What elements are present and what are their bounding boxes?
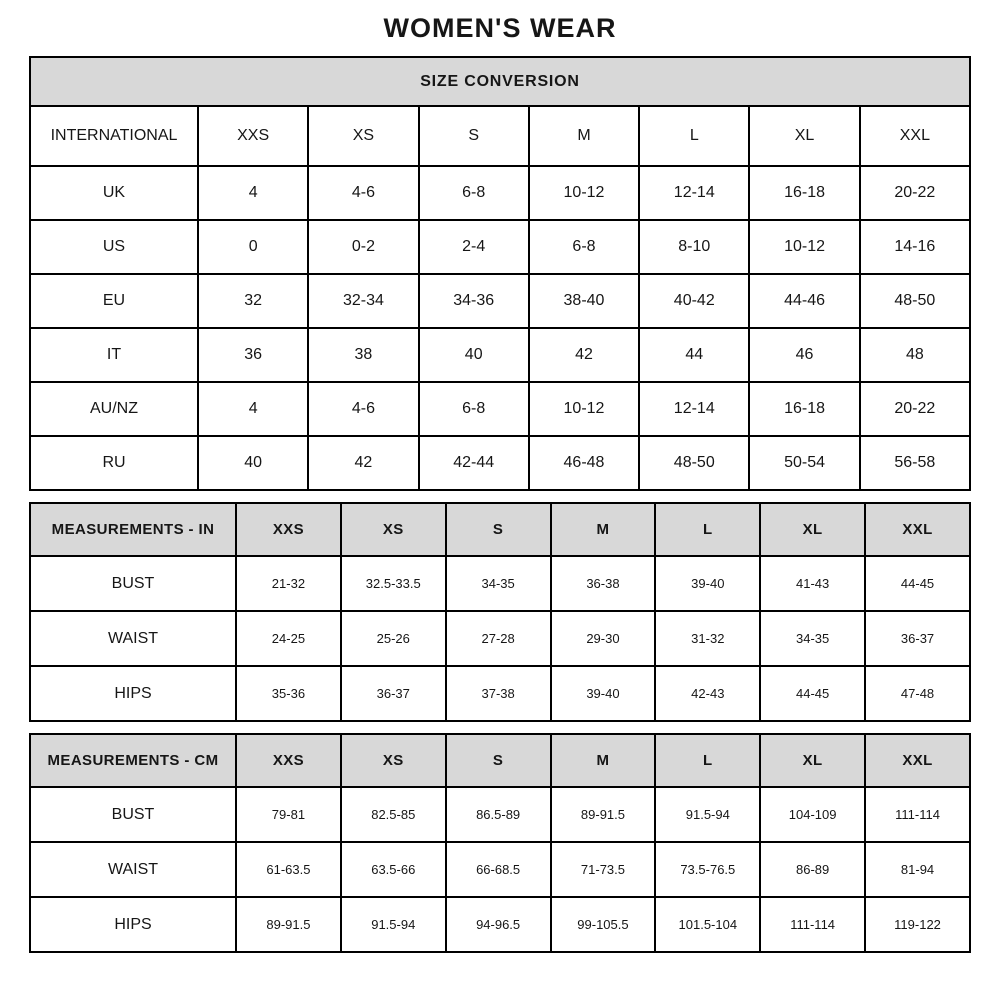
size-cell: 48-50: [639, 436, 749, 490]
measure-cell: 24-25: [236, 611, 341, 666]
size-cell: 10-12: [529, 166, 639, 220]
table-caption: SIZE CONVERSION: [30, 57, 970, 106]
row-label: WAIST: [30, 611, 236, 666]
measure-cell: 47-48: [865, 666, 970, 721]
measure-cell: 25-26: [341, 611, 446, 666]
row-label: RU: [30, 436, 198, 490]
size-cell: 42: [308, 436, 418, 490]
size-cell: XL: [749, 106, 859, 166]
column-header: S: [446, 734, 551, 787]
size-cell: 12-14: [639, 166, 749, 220]
measure-cell: 81-94: [865, 842, 970, 897]
size-cell: 20-22: [860, 166, 970, 220]
measure-cell: 86.5-89: [446, 787, 551, 842]
table-caption: MEASUREMENTS - CM: [30, 734, 236, 787]
measure-cell: 61-63.5: [236, 842, 341, 897]
size-cell: 46: [749, 328, 859, 382]
column-header: M: [551, 503, 656, 556]
column-header: XS: [341, 734, 446, 787]
size-cell: 40: [419, 328, 529, 382]
row-label: WAIST: [30, 842, 236, 897]
measure-cell: 91.5-94: [341, 897, 446, 952]
measure-cell: 44-45: [760, 666, 865, 721]
table-gap: [0, 722, 1000, 733]
measure-cell: 63.5-66: [341, 842, 446, 897]
size-cell: 40: [198, 436, 308, 490]
row-label: US: [30, 220, 198, 274]
size-cell: XS: [308, 106, 418, 166]
measure-cell: 82.5-85: [341, 787, 446, 842]
page-title: WOMEN'S WEAR: [383, 13, 617, 43]
size-cell: 16-18: [749, 166, 859, 220]
size-cell: 40-42: [639, 274, 749, 328]
measure-cell: 89-91.5: [236, 897, 341, 952]
size-cell: 6-8: [419, 382, 529, 436]
measure-cell: 89-91.5: [551, 787, 656, 842]
size-cell: 10-12: [749, 220, 859, 274]
size-cell: 50-54: [749, 436, 859, 490]
size-cell: 36: [198, 328, 308, 382]
measure-cell: 31-32: [655, 611, 760, 666]
size-cell: 2-4: [419, 220, 529, 274]
measure-cell: 111-114: [865, 787, 970, 842]
size-cell: 56-58: [860, 436, 970, 490]
measure-cell: 29-30: [551, 611, 656, 666]
size-cell: 46-48: [529, 436, 639, 490]
size-cell: 48-50: [860, 274, 970, 328]
row-label: EU: [30, 274, 198, 328]
row-label: UK: [30, 166, 198, 220]
measurements-in-table: [29, 502, 971, 722]
column-header: S: [446, 503, 551, 556]
size-cell: 0: [198, 220, 308, 274]
size-cell: L: [639, 106, 749, 166]
column-header: XXL: [865, 734, 970, 787]
measure-cell: 34-35: [760, 611, 865, 666]
measure-cell: 27-28: [446, 611, 551, 666]
measure-cell: 99-105.5: [551, 897, 656, 952]
size-cell: 16-18: [749, 382, 859, 436]
measure-cell: 37-38: [446, 666, 551, 721]
size-cell: 42-44: [419, 436, 529, 490]
size-cell: 14-16: [860, 220, 970, 274]
size-cell: 48: [860, 328, 970, 382]
row-label: HIPS: [30, 666, 236, 721]
measure-cell: 21-32: [236, 556, 341, 611]
measure-cell: 36-37: [341, 666, 446, 721]
table-gap: [0, 491, 1000, 502]
measure-cell: 86-89: [760, 842, 865, 897]
size-cell: 12-14: [639, 382, 749, 436]
measure-cell: 34-35: [446, 556, 551, 611]
size-cell: XXS: [198, 106, 308, 166]
row-label: INTERNATIONAL: [30, 106, 198, 166]
size-cell: 32: [198, 274, 308, 328]
size-cell: 8-10: [639, 220, 749, 274]
size-cell: 34-36: [419, 274, 529, 328]
column-header: XXS: [236, 734, 341, 787]
column-header: XL: [760, 503, 865, 556]
measure-cell: 41-43: [760, 556, 865, 611]
column-header: XL: [760, 734, 865, 787]
size-cell: 6-8: [419, 166, 529, 220]
row-label: AU/NZ: [30, 382, 198, 436]
measure-cell: 36-37: [865, 611, 970, 666]
table-caption: MEASUREMENTS - IN: [30, 503, 236, 556]
column-header: XXS: [236, 503, 341, 556]
row-label: BUST: [30, 556, 236, 611]
measurements-cm-table: [29, 733, 971, 953]
size-cell: 4-6: [308, 382, 418, 436]
size-cell: 32-34: [308, 274, 418, 328]
measure-cell: 36-38: [551, 556, 656, 611]
measure-cell: 94-96.5: [446, 897, 551, 952]
size-cell: 20-22: [860, 382, 970, 436]
measure-cell: 111-114: [760, 897, 865, 952]
size-cell: 4: [198, 382, 308, 436]
measure-cell: 66-68.5: [446, 842, 551, 897]
measure-cell: 79-81: [236, 787, 341, 842]
size-cell: 42: [529, 328, 639, 382]
measure-cell: 32.5-33.5: [341, 556, 446, 611]
column-header: M: [551, 734, 656, 787]
measure-cell: 73.5-76.5: [655, 842, 760, 897]
measure-cell: 35-36: [236, 666, 341, 721]
measure-cell: 39-40: [655, 556, 760, 611]
size-cell: 4: [198, 166, 308, 220]
measure-cell: 104-109: [760, 787, 865, 842]
size-cell: 44: [639, 328, 749, 382]
measure-cell: 71-73.5: [551, 842, 656, 897]
measure-cell: 101.5-104: [655, 897, 760, 952]
size-cell: S: [419, 106, 529, 166]
measure-cell: 39-40: [551, 666, 656, 721]
measure-cell: 44-45: [865, 556, 970, 611]
column-header: XXL: [865, 503, 970, 556]
measure-cell: 91.5-94: [655, 787, 760, 842]
column-header: L: [655, 734, 760, 787]
column-header: XS: [341, 503, 446, 556]
measure-cell: 42-43: [655, 666, 760, 721]
row-label: BUST: [30, 787, 236, 842]
size-cell: M: [529, 106, 639, 166]
size-cell: 38: [308, 328, 418, 382]
column-header: L: [655, 503, 760, 556]
size-cell: 0-2: [308, 220, 418, 274]
size-cell: 4-6: [308, 166, 418, 220]
measure-cell: 119-122: [865, 897, 970, 952]
size-cell: 10-12: [529, 382, 639, 436]
size-cell: XXL: [860, 106, 970, 166]
row-label: IT: [30, 328, 198, 382]
size-cell: 44-46: [749, 274, 859, 328]
row-label: HIPS: [30, 897, 236, 952]
size-cell: 6-8: [529, 220, 639, 274]
size-cell: 38-40: [529, 274, 639, 328]
size-conversion-table: [29, 56, 971, 491]
